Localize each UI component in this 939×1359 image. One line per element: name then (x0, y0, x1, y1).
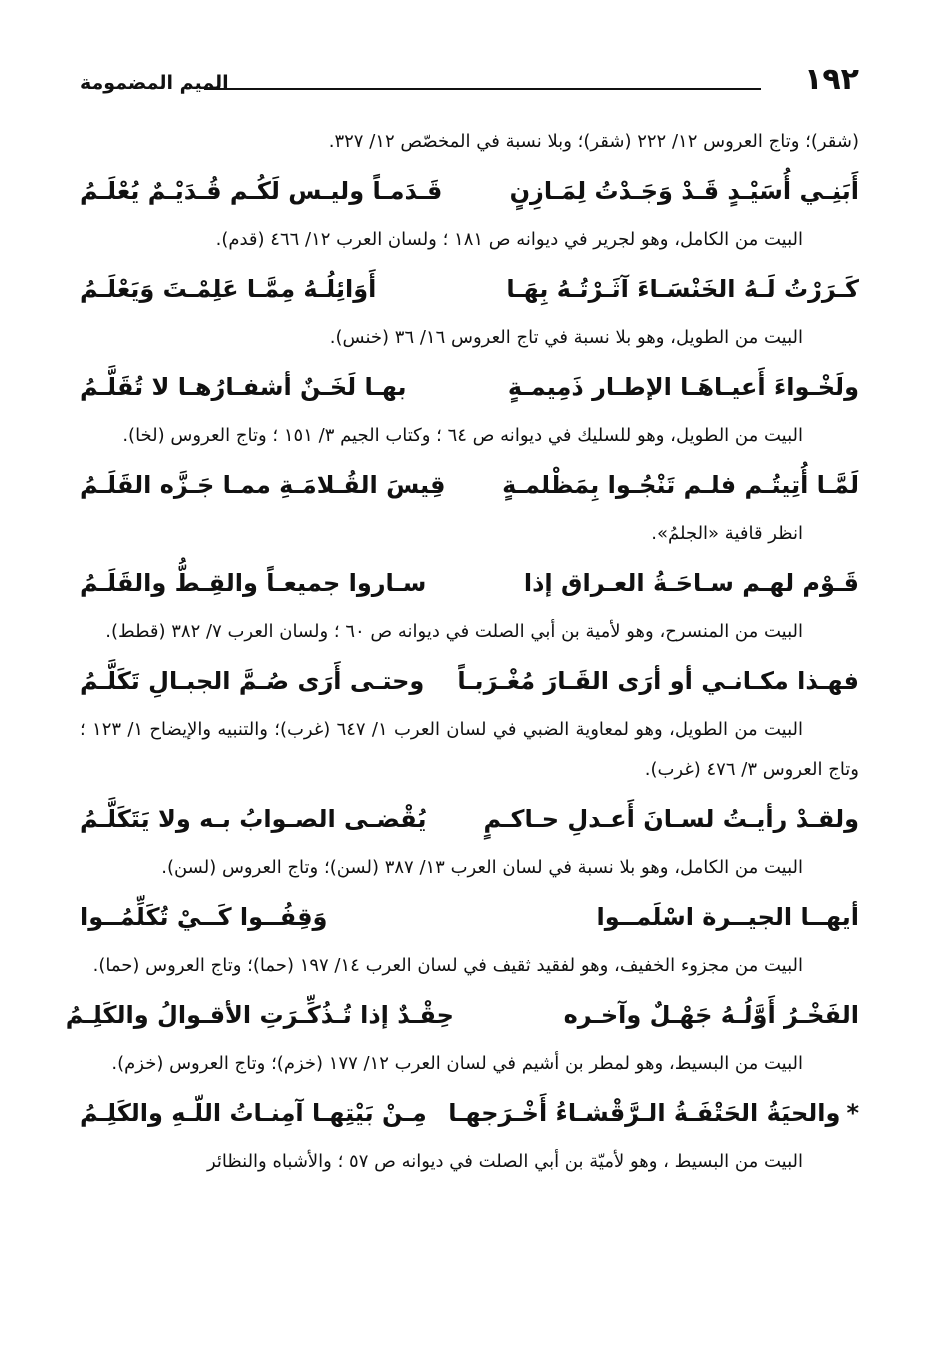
second-hemistich: مِـنْ بَيْتِهـا آمِنـاتُ اللّـهِ والكَلِـمُ (80, 1099, 427, 1127)
intro-line: (شقر)؛ وتاج العروس ١٢/ ٢٢٢ (شقر)؛ وبلا نسبة في المخصّص ١٢/ ٣٢٧. (328, 131, 859, 152)
second-hemistich: أَوَائِلُـهُ مِمَّـا عَلِمْـتَ وَيَعْلَـمُ (80, 275, 377, 303)
header-rule (204, 88, 761, 90)
first-hemistich-text: والحيَةُ الحَتْفَـةُ الـرَّقْشـاءُ أَخْـرَجهـا (448, 1099, 841, 1127)
first-hemistich: الفَخْـرُ أَوَّلُـهُ جَهْـلٌ وآخـره (563, 1001, 859, 1029)
verse-note: البيت من الطويل، وهو للسليك في ديوانه ص ٦٤ ؛ وكتاب الجيم ٣/ ١٥١ ؛ وتاج العروس (لخا). (122, 425, 803, 446)
verse-entry-10 (80, 1084, 859, 1182)
verse-line (80, 652, 859, 710)
verse-line (80, 790, 859, 848)
second-hemistich: بهـا لَخَـنٌ أشفـارُهـا لا تُقَلَّـمُ (80, 373, 407, 401)
verse-note: البيت من الكامل، وهو بلا نسبة في لسان العرب ١٣/ ٣٨٧ (لسن)؛ وتاج العروس (لسن). (161, 857, 803, 878)
verse-entry-4 (80, 456, 859, 554)
verse-line (80, 554, 859, 612)
first-hemistich: كَـرَرْتُ لَـهُ الخَنْسَـاءَ آثَـرْتُـهُ بِهَـا (506, 275, 859, 303)
asterisk-marker: * (846, 1099, 859, 1127)
verse-entry-1 (80, 162, 859, 260)
second-hemistich: سـاروا جميعـاً والقِـطُّ والقَلَـمُ (80, 569, 427, 597)
verse-line (80, 456, 859, 514)
verse-line (80, 888, 859, 946)
first-hemistich: ولَخْـواءَ أَعيـاهَـا الإطـار ذَمِيمـةٍ (507, 373, 859, 401)
verse-entry-5 (80, 554, 859, 652)
verse-entry-7 (80, 790, 859, 888)
verse-note: البيت من البسيط، وهو لمطر بن أشيم في لسان العرب ١٢/ ١٧٧ (خزم)؛ وتاج العروس (خزم). (111, 1053, 803, 1074)
verse-note: انظر قافية «الجلمُ». (651, 523, 803, 544)
verse-note: البيت من الطويل، وهو لمعاوية الضبي في لسان العرب ١/ ٦٤٧ (غرب)؛ والتنبيه والإيضاح ١/ ١٢٣ ؛ وتاج العروس ٣/ ٤٧٦ (غرب). (80, 719, 859, 780)
second-hemistich: وَقِفُــوا كَــيْ تُكَلِّمُــوا (80, 903, 328, 931)
verse-note: البيت من الطويل، وهو بلا نسبة في تاج العروس ١٦/ ٣٦ (خنس). (329, 327, 803, 348)
verse-entry-3 (80, 358, 859, 456)
verse-note: البيت من المنسرح، وهو لأمية بن أبي الصلت في ديوانه ص ٦٠ ؛ ولسان العرب ٧/ ٣٨٢ (قطط). (105, 621, 803, 642)
first-hemistich: أيهــا الجيــرة اسْلَمــوا (596, 903, 859, 931)
first-hemistich: قَـوْم لهـم سـاحَـةُ العـراق إذا (523, 569, 859, 597)
verse-line (65, 986, 859, 1044)
verse-entry-9 (65, 986, 859, 1084)
verse-entry-6 (80, 652, 859, 790)
verse-note: البيت من الكامل، وهو لجرير في ديوانه ص ١٨١ ؛ ولسان العرب ١٢/ ٤٦٦ (قدم). (215, 229, 803, 250)
second-hemistich: قِيسَ القُـلامَـةِ ممـا جَـزَّه القَلَـمُ (80, 471, 446, 499)
verse-line (80, 260, 859, 318)
first-hemistich (448, 1084, 859, 1142)
verse-entry-8 (80, 888, 859, 986)
first-hemistich: لَمَّـا أُتِيتُـم فلـم تَنْجُـوا بِمَظْلمـةٍ (502, 471, 859, 499)
second-hemistich: وحتـى أَرَى صُـمَّ الجبـالِ تَكَلَّـمُ (80, 667, 425, 695)
verse-entry-2 (80, 260, 859, 358)
second-hemistich: حِقْـدٌ إذا تُـذُكِّـرَتِ الأقـوالُ والكَلِـمُ (65, 1001, 454, 1029)
verse-note: البيت من البسيط ، وهو لأميّة بن أبي الصلت في ديوانه ص ٥٧ ؛ والأشباه والنظائر (206, 1151, 803, 1172)
first-hemistich: ولقـدْ رأيـتُ لسـانَ أَعـدلِ حـاكـمٍ (483, 805, 859, 833)
first-hemistich: فهـذا مكـانـي أو أرَى القَـارَ مُغْـرَبـاً (457, 667, 859, 695)
verse-line (80, 358, 859, 416)
running-title: الميم المضمومة (80, 72, 229, 94)
verse-note: البيت من مجزوء الخفيف، وهو لفقيد ثقيف في لسان العرب ١٤/ ١٩٧ (حما)؛ وتاج العروس (حما). (92, 955, 803, 976)
second-hemistich: يُقْضـى الصـوابُ بـه ولا يَتَكَلَّـمُ (80, 805, 427, 833)
first-hemistich: أَبَنِـي أُسَيْـدٍ قَـدْ وَجَـدْتُ لِمَـازِنٍ (509, 177, 859, 205)
page-number: ١٩٢ (804, 62, 859, 97)
page-content (65, 122, 859, 1182)
page-header (80, 58, 859, 98)
verse-line (80, 162, 859, 220)
second-hemistich: قَـدَمـاً وليـس لَكُـم قُـدَيْـمٌ يُعْلَـمُ (80, 177, 443, 205)
verse-line (80, 1084, 859, 1142)
